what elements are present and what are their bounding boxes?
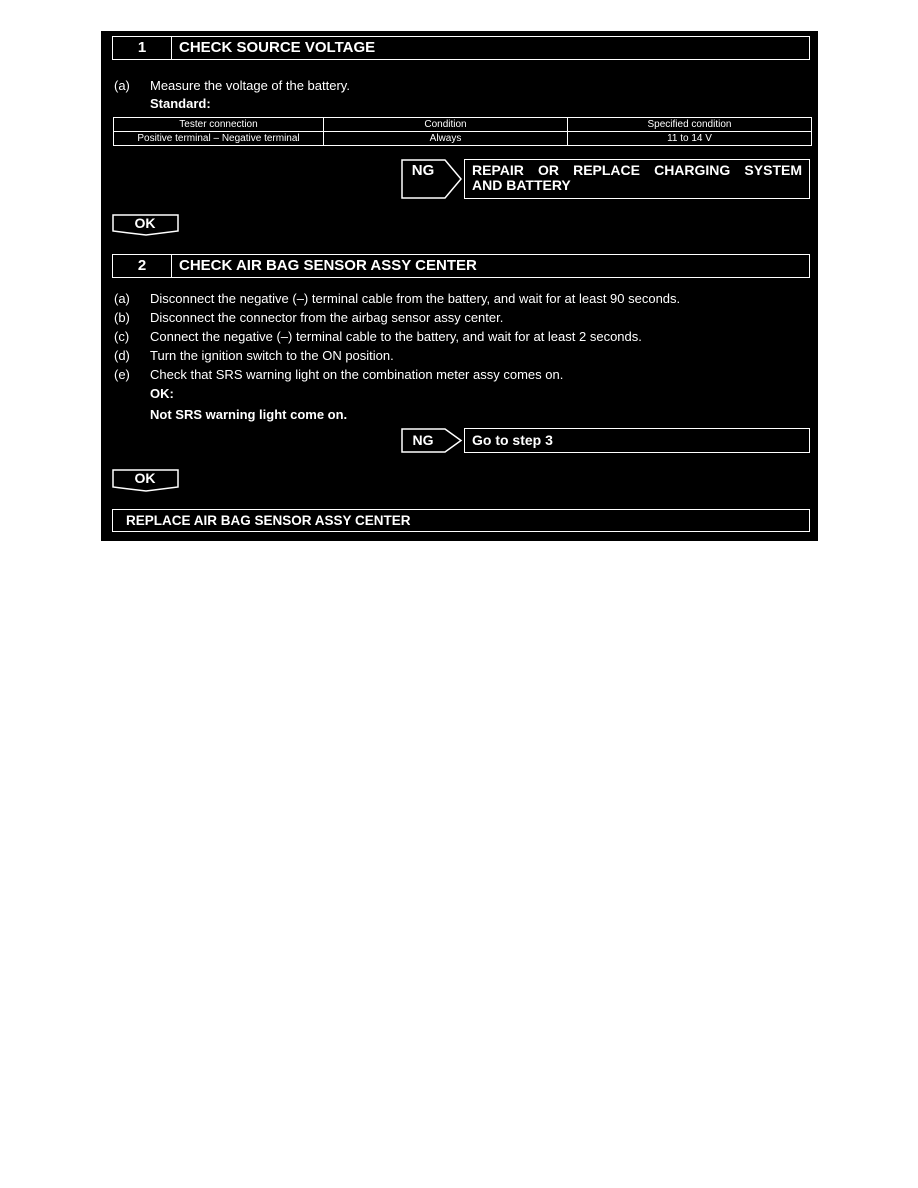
step-2-ng-action-box xyxy=(464,428,810,453)
table-cell: Always xyxy=(324,132,568,146)
step-2-item-letter-b: (b) xyxy=(114,310,130,325)
step-1-number: 1 xyxy=(113,37,172,59)
table-cell: 11 to 14 V xyxy=(568,132,812,146)
table-header-cell: Specified condition xyxy=(568,118,812,132)
standard-table xyxy=(113,117,812,146)
step-2-number: 2 xyxy=(113,255,172,277)
step-1-header xyxy=(112,36,810,60)
step-2-title: CHECK AIR BAG SENSOR ASSY CENTER xyxy=(179,257,477,274)
step-2-ok-heading: OK: xyxy=(150,386,174,401)
step-2-ng-label: NG xyxy=(412,432,434,448)
step-2-item-letter-a: (a) xyxy=(114,291,130,306)
table-header-row xyxy=(114,118,812,132)
step-1-title: CHECK SOURCE VOLTAGE xyxy=(179,39,376,56)
step-2-item-letter-e: (e) xyxy=(114,367,130,382)
step-2-item-text-b: Disconnect the connector from the airbag sensor assy center. xyxy=(150,310,504,325)
step-2-item-letter-d: (d) xyxy=(114,348,130,363)
step-2-ok-condition: Not SRS warning light come on. xyxy=(150,407,348,422)
step-2-ok-label: OK xyxy=(134,470,156,486)
step-2-ng-action: Go to step 3 xyxy=(472,432,553,448)
step-2-item-letter-c: (c) xyxy=(114,329,130,344)
step-1-item-text: Measure the voltage of the battery. xyxy=(150,78,350,93)
step-1-ng-action-box xyxy=(464,159,810,199)
diagnostic-flowchart-panel xyxy=(101,31,818,541)
step-1-ng-action-line2: AND BATTERY xyxy=(472,177,571,193)
step-1-ng-label: NG xyxy=(411,162,435,179)
final-action-title: REPLACE AIR BAG SENSOR ASSY CENTER xyxy=(126,513,411,528)
table-header-cell: Tester connection xyxy=(114,118,324,132)
step-2-item-text-e: Check that SRS warning light on the combination meter assy comes on. xyxy=(150,367,564,382)
table-cell: Positive terminal – Negative terminal xyxy=(114,132,324,146)
final-action-box xyxy=(112,509,810,532)
step-2-item-text-c: Connect the negative (–) terminal cable to the battery, and wait for at least 2 seconds. xyxy=(150,329,642,344)
standard-label: Standard: xyxy=(150,96,211,111)
step-1-ng-action-line1: REPAIR OR REPLACE CHARGING SYSTEM xyxy=(472,162,802,178)
step-1-ok-label: OK xyxy=(134,215,156,231)
step-2-header xyxy=(112,254,810,278)
step-2-item-text-a: Disconnect the negative (–) terminal cable from the battery, and wait for at least 90 seconds. xyxy=(150,291,681,306)
table-header-cell: Condition xyxy=(324,118,568,132)
step-2-item-text-d: Turn the ignition switch to the ON position. xyxy=(150,348,394,363)
table-row xyxy=(114,132,812,146)
step-1-item-letter: (a) xyxy=(114,78,130,93)
